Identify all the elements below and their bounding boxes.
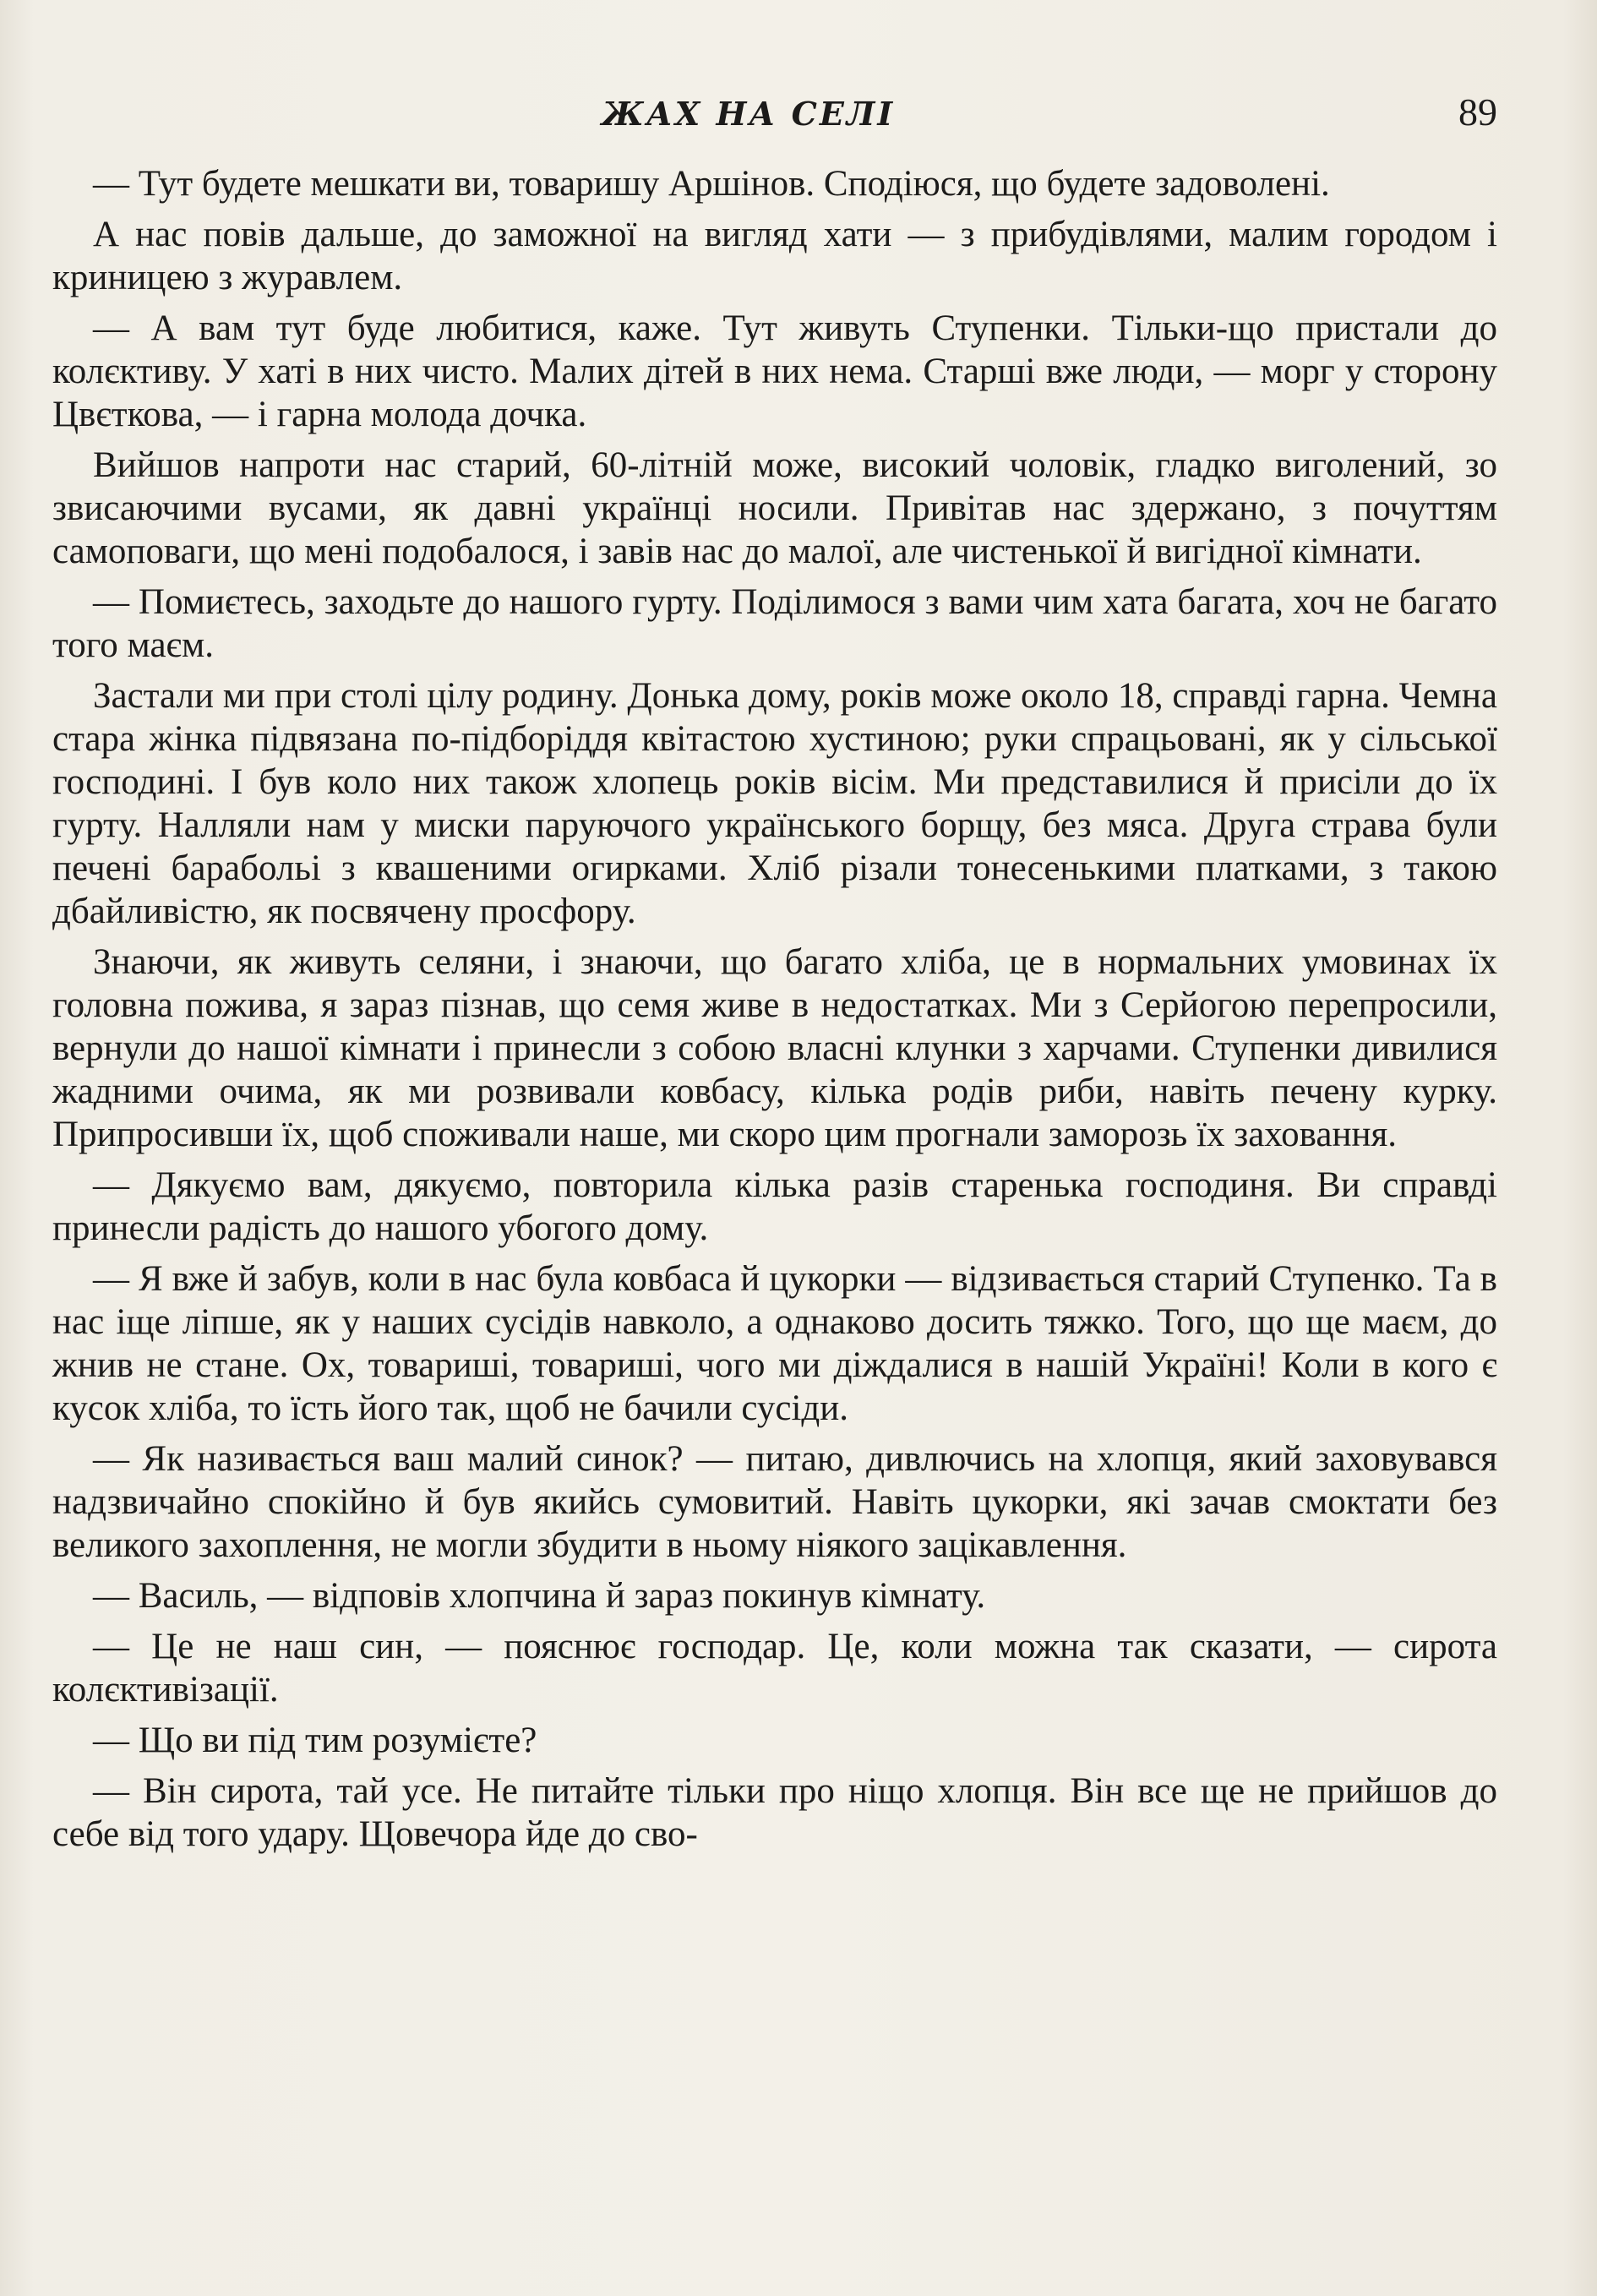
paragraph: А нас повів дальше, до заможної на вигляд хати — з прибудівлями, малим городом і криницею з журавлем. [52,215,1497,297]
page-header [52,90,1497,145]
paragraph: — Дякуємо вам, дякуємо, повторила кілька разів старенька господиня. Ви справді принесли радість до нашого убогого дому. [52,1165,1497,1248]
paragraph: — Що ви під тим розумієте? [93,1721,537,1760]
paragraph: — Помиєтесь, заходьте до нашого гурту. Поділимося з вами чим хата багата, хоч не багато того маєм. [52,582,1497,665]
paragraph: — Як називається ваш малий синок? — питаю, дивлючись на хлопця, який заховувався надзвичайно спокійно й був якийсь сумовитий. Навіть цукорки, які зачав смоктати без великого захоплення, не могли збудити в ньому ніякого зацікавлення. [52,1439,1497,1565]
paragraph: Знаючи, як живуть селяни, і знаючи, що багато хліба, це в нормальних умовинах їх головна пожива, я зараз пізнав, що семя живе в недостатках. Ми з Серйогою перепросили, вернули до нашої кімнати і принесли з собою власні клунки з харчами. Ступенки дивилися жадними очима, як ми розвивали ковбасу, кілька родів риби, навіть печену курку. Припросивши їх, щоб споживали наше, ми скоро цим прогнали заморозь їх заховання. [52,942,1497,1154]
paragraph: — Тут будете мешкати ви, товаришу Аршінов. Сподіюся, що будете задоволені. [93,164,1330,204]
paragraph: — Я вже й забув, коли в нас була ковбаса й цукорки — відзивається старий Ступенко. Та в нас іще ліпше, як у наших сусідів навколо, а однаково досить тяжко. Того, що ще маєм, до жнив не стане. Ох, товариші, товариші, чого ми діждалися в нашій Україні! Коли в кого є кусок хліба, то їсть його так, щоб не бачили сусіди. [52,1259,1497,1428]
paragraph: Застали ми при столі цілу родину. Донька дому, років може около 18, справді гарна. Чемна стара жінка підвязана по-підборіддя квітастою хустиною; руки спрацьовані, як у сільської господині. І був коло них також хлопець років вісім. Ми представилися й присіли до їх гурту. Налляли нам у миски паруючого українського борщу, без мяса. Друга страва були печені барабольі з квашеними огирками. Хліб різали тонесенькими платками, з такою дбайливістю, як посвячену просфору. [52,676,1497,931]
paragraph: — Він сирота, тай усе. Не питайте тільки про ніщо хлопця. Він все ще не прийшов до себе від того удару. Щовечора йде до сво- [52,1771,1497,1854]
paragraph: — А вам тут буде любитися, каже. Тут живуть Ступенки. Тільки-що пристали до колєктиву. У хаті в них чисто. Малих дітей в них нема. Старші вже люди, — морг у сторону Цвєткова, — і гарна молода дочка. [52,308,1497,434]
body-text [52,162,1497,1863]
paragraph: Вийшов напроти нас старий, 60-літній може, високий чоловік, гладко виголений, зо звисаючими вусами, як давні українці носили. Привітав нас здержано, з почуттям самоповаги, що мені подобалося, і завів нас до малої, але чистенької й вигідної кімнати. [52,445,1497,571]
running-title: ЖАХ НА СЕЛІ [602,95,896,133]
paragraph: — Василь, — відповів хлопчина й зараз покинув кімнату. [93,1576,986,1616]
paragraph: — Це не наш син, — пояснює господар. Це, коли можна так сказати, — сирота колєктивізації. [52,1627,1497,1710]
page-number: 89 [1458,90,1497,134]
